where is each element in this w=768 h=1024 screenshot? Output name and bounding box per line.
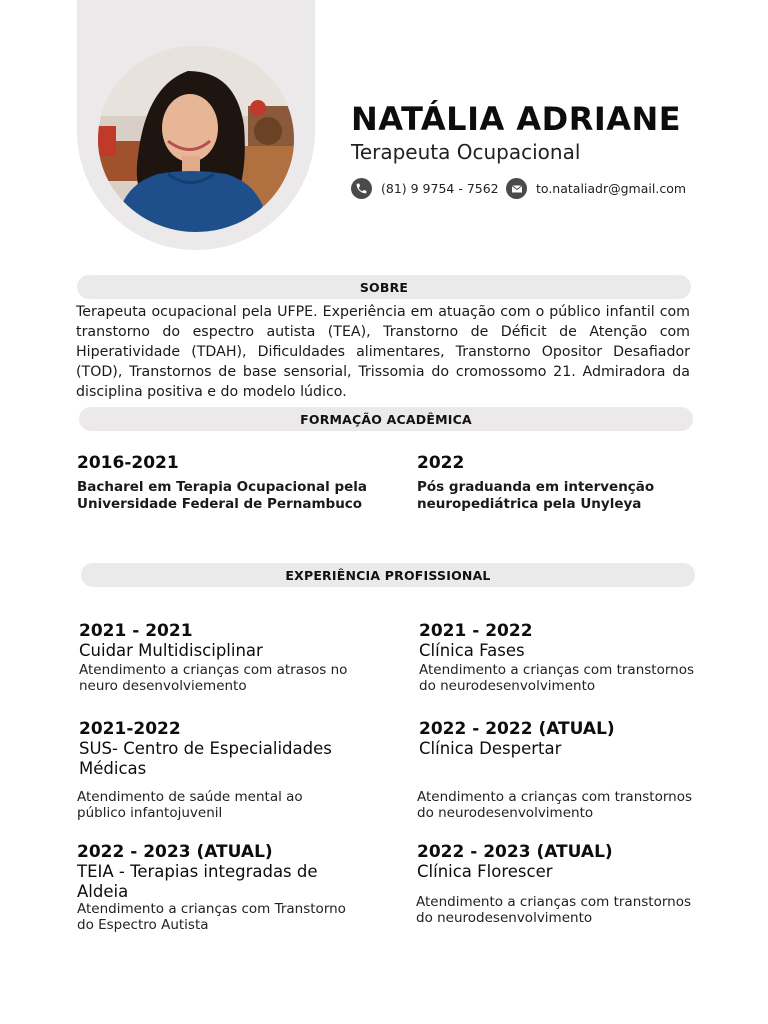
education-item <box>417 453 687 513</box>
experience-place: SUS- Centro de Especialidades Médicas <box>79 739 332 778</box>
phone-number: (81) 9 9754 - 7562 <box>381 181 499 196</box>
experience-years: 2022 - 2022 (ATUAL) <box>419 719 615 739</box>
education-description: Bacharel em Terapia Ocupacional pela Universidade Federal de Pernambuco <box>77 479 367 512</box>
experience-description: Atendimento a crianças com transtornos do neurodesenvolvimento <box>416 894 692 926</box>
education-years: 2022 <box>417 453 465 473</box>
experience-description: Atendimento a crianças com Transtorno do Espectro Autista <box>77 901 346 933</box>
education-item <box>77 453 377 513</box>
experience-place: Clínica Fases <box>419 641 525 660</box>
experience-years: 2022 - 2023 (ATUAL) <box>77 842 273 862</box>
section-heading-experience: EXPERIÊNCIA PROFISSIONAL <box>81 563 695 587</box>
experience-place: TEIA - Terapias integradas de Aldeia <box>77 862 318 901</box>
education-years: 2016-2021 <box>77 453 179 473</box>
phone-icon <box>351 178 372 199</box>
experience-description: Atendimento a crianças com transtornos do neurodesenvolvimento <box>419 662 695 694</box>
experience-item <box>79 719 339 779</box>
experience-description: Atendimento a crianças com transtornos do neurodesenvolvimento <box>417 789 693 821</box>
education-description: Pós graduanda em intervenção neuropediátrica pela Unyleya <box>417 479 655 512</box>
experience-years: 2022 - 2023 (ATUAL) <box>417 842 613 862</box>
envelope-icon <box>506 178 527 199</box>
contact-email[interactable] <box>506 178 686 199</box>
experience-description: Atendimento a crianças com atrasos no neuro desenvolviemento <box>79 662 348 694</box>
experience-years: 2021-2022 <box>79 719 181 739</box>
experience-item <box>77 842 362 933</box>
experience-place: Cuidar Multidisciplinar <box>79 641 263 660</box>
person-name: NATÁLIA ADRIANE <box>351 100 682 138</box>
profile-photo-illustration <box>98 46 294 232</box>
experience-years: 2021 - 2022 <box>419 621 533 641</box>
section-heading-education: FORMAÇÃO ACADÊMICA <box>79 407 693 431</box>
contact-phone[interactable] <box>351 178 499 199</box>
experience-item <box>419 621 704 694</box>
section-heading-about: SOBRE <box>77 275 691 299</box>
about-text: Terapeuta ocupacional pela UFPE. Experiência em atuação com o público infantil com transtorno do espectro autista (TEA), Transtorno de Déficit de Atenção com Hiperatividade (TDAH), Dificuldades alimentares, Transtorno Opositor Desafiador (TOD), Transtornos de base sensorial, Trissomia do cromossomo 21. Admiradora da disciplina positiva e do modelo lúdico. <box>76 304 690 400</box>
experience-item <box>419 719 704 759</box>
experience-item <box>79 621 359 694</box>
job-title: Terapeuta Ocupacional <box>351 140 581 164</box>
experience-item <box>417 842 702 882</box>
email-address: to.nataliadr@gmail.com <box>536 181 687 196</box>
profile-photo <box>98 46 294 232</box>
experience-place: Clínica Despertar <box>419 739 562 758</box>
experience-description: Atendimento de saúde mental ao público infantojuvenil <box>77 789 303 821</box>
experience-years: 2021 - 2021 <box>79 621 193 641</box>
experience-place: Clínica Florescer <box>417 862 553 881</box>
